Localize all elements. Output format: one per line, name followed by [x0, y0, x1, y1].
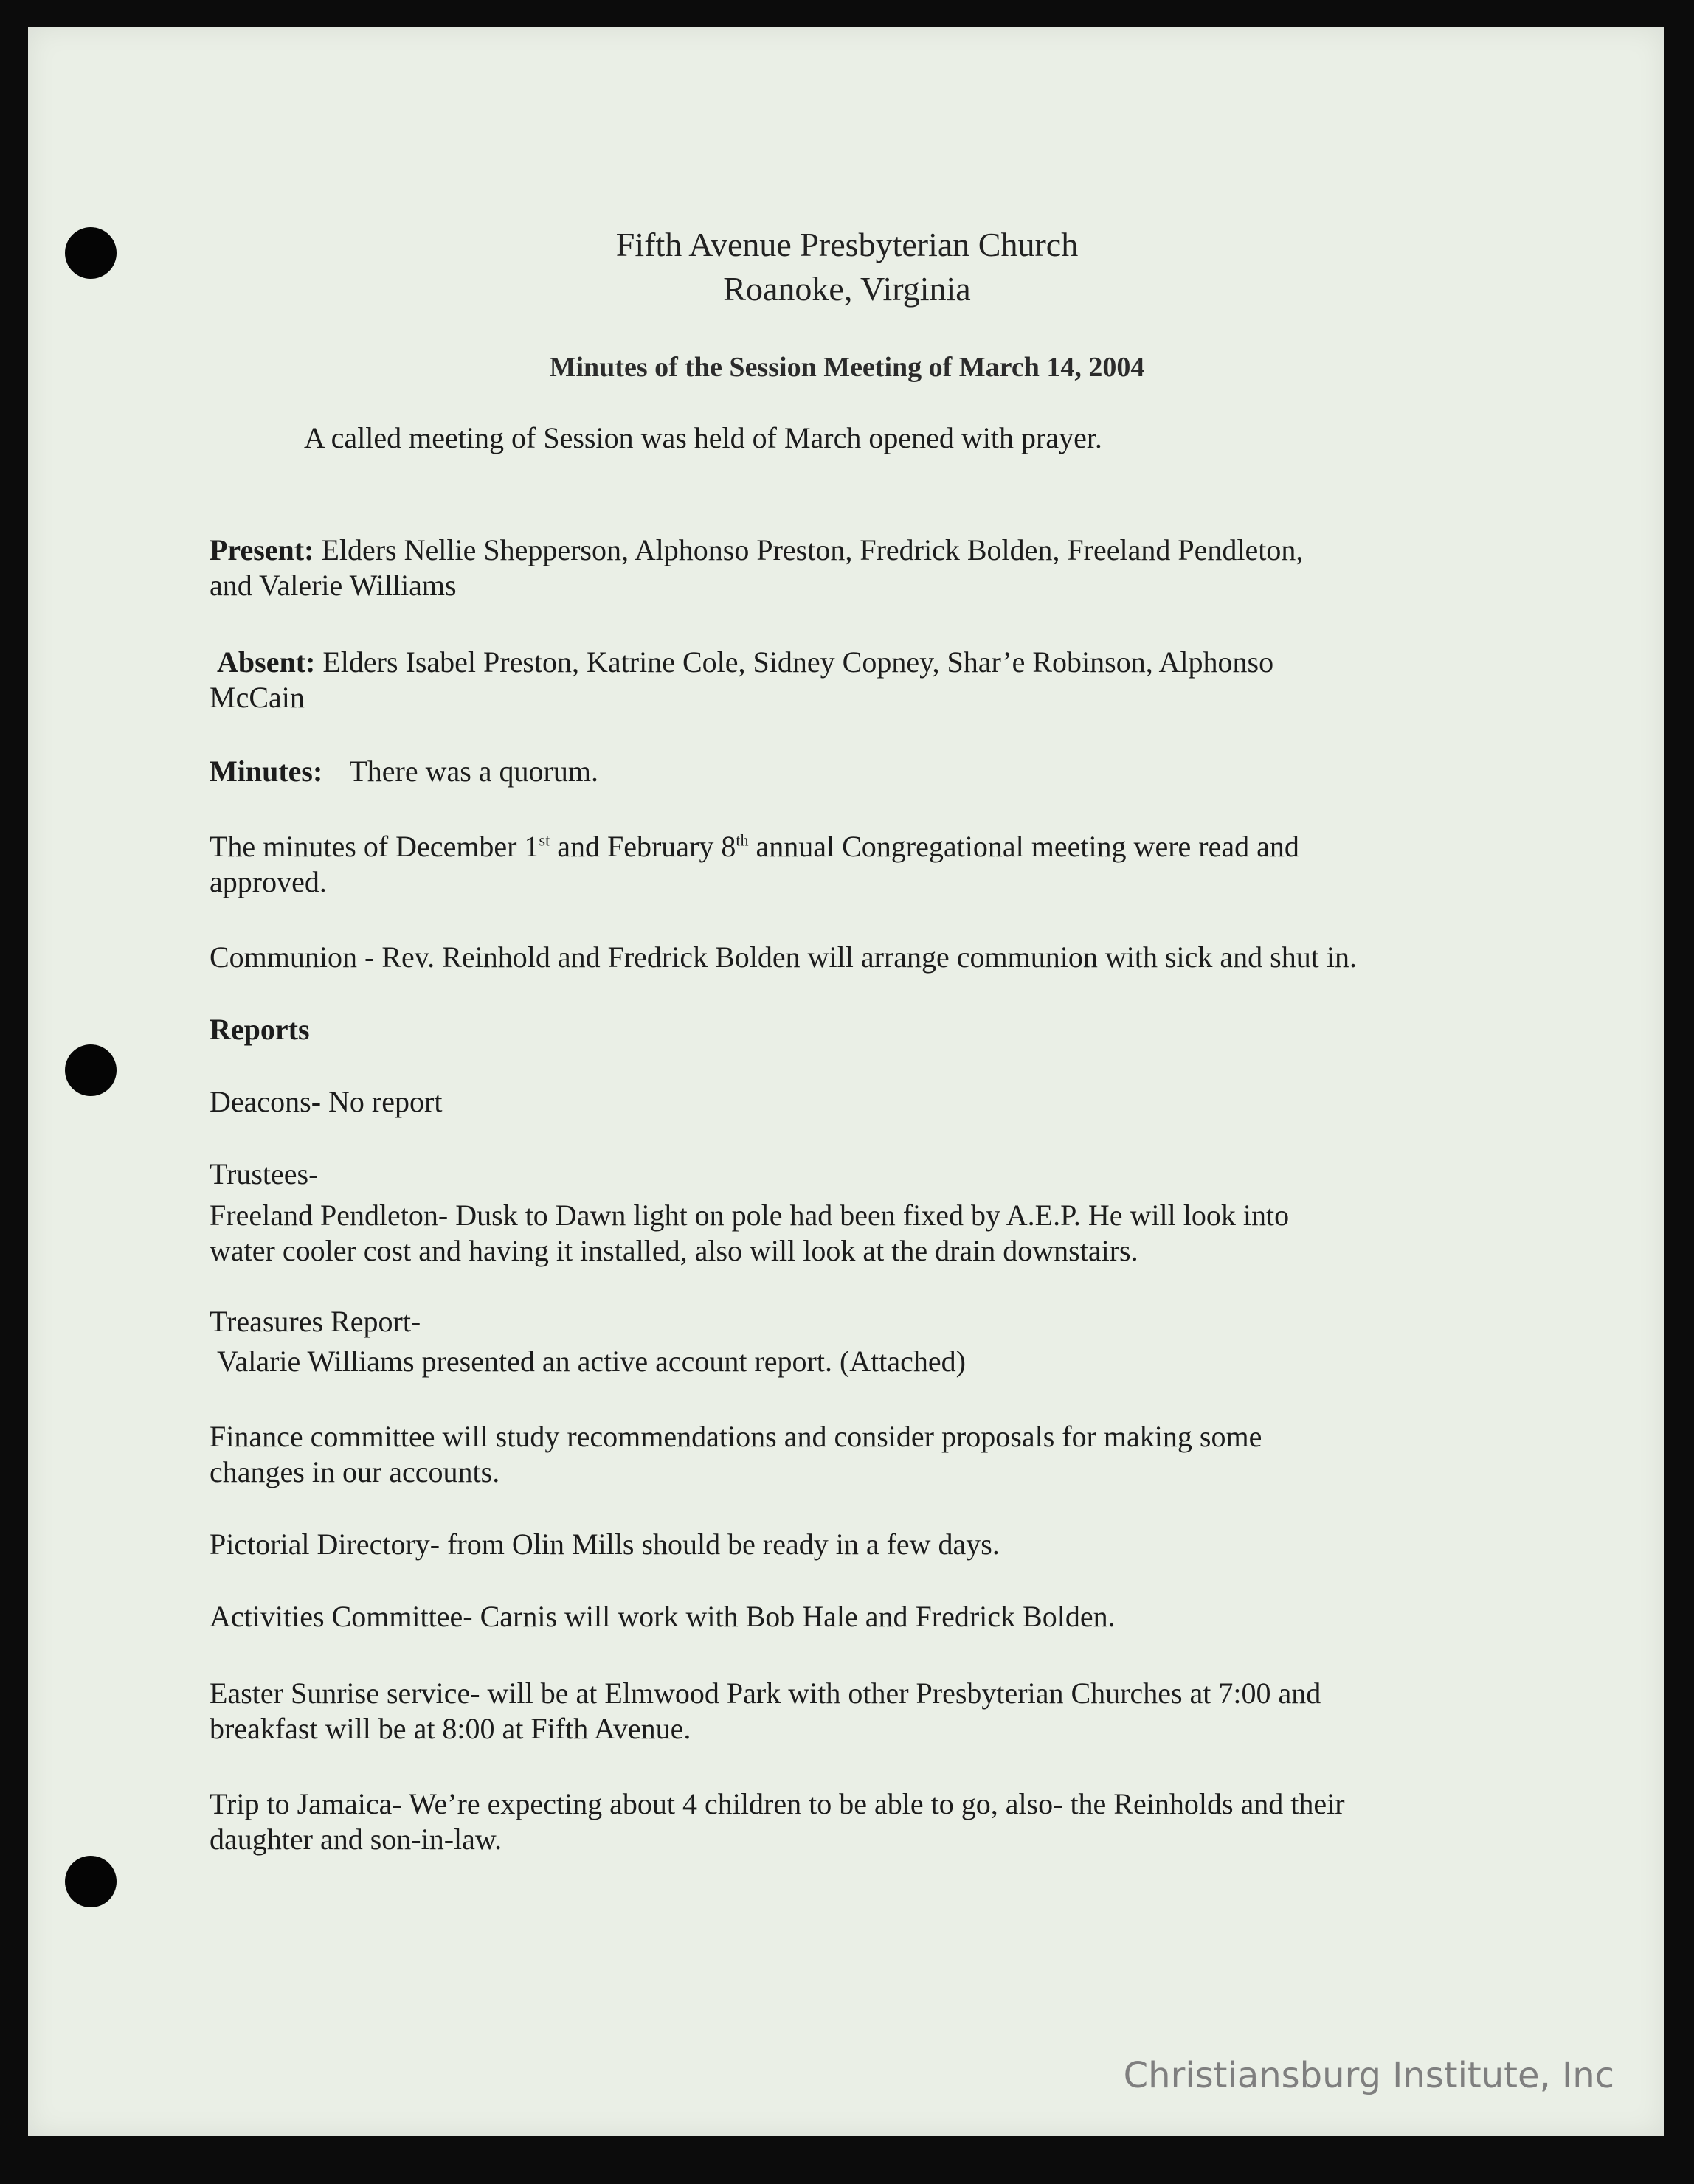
punch-hole-bottom [65, 1856, 117, 1907]
jamaica-line-1: Trip to Jamaica- We’re expecting about 4 children to be able to go, also- the Reinholds and their [210, 1787, 1345, 1820]
treasures-line: Valarie Williams presented an active account report. (Attached) [217, 1345, 966, 1378]
reports-heading: Reports [210, 1013, 310, 1046]
absent-label: Absent: [217, 645, 316, 679]
watermark: Christiansburg Institute, Inc [1123, 2055, 1614, 2096]
minutes-approval-line-2: approved. [210, 865, 327, 898]
minutes-label: Minutes: [210, 755, 323, 788]
minutes-line [210, 754, 598, 789]
punch-hole-middle [65, 1044, 117, 1096]
approval-text-1: The minutes of December 1 [210, 830, 539, 863]
absent-line-2: McCain [210, 681, 305, 714]
present-label: Present: [210, 533, 314, 566]
absent-names: Elders Isabel Preston, Katrine Cole, Sidney Copney, Shar’e Robinson, Alphonso [322, 645, 1274, 679]
trustees-line-1: Freeland Pendleton- Dusk to Dawn light on pole had been fixed by A.E.P. He will look into [210, 1199, 1290, 1232]
activities-committee: Activities Committee- Carnis will work with Bob Hale and Fredrick Bolden. [210, 1600, 1116, 1633]
finance-line-2: changes in our accounts. [210, 1455, 500, 1488]
document-title: Minutes of the Session Meeting of March 14, 2004 [549, 352, 1145, 383]
communion-paragraph: Communion - Rev. Reinhold and Fredrick Bolden will arrange communion with sick and shut in. [210, 940, 1357, 974]
approval-sup-1: st [539, 831, 550, 850]
trustees-label: Trustees- [210, 1157, 319, 1190]
approval-sup-2: th [736, 831, 749, 850]
intro-paragraph: A called meeting of Session was held of March opened with prayer. [304, 421, 1102, 454]
treasures-label: Treasures Report- [210, 1305, 421, 1338]
easter-line-1: Easter Sunrise service- will be at Elmwood Park with other Presbyterian Churches at 7:00 and [210, 1677, 1321, 1710]
present-names: Elders Nellie Shepperson, Alphonso Preston, Fredrick Bolden, Freeland Pendleton, [321, 533, 1304, 566]
church-name: Fifth Avenue Presbyterian Church [615, 226, 1079, 263]
deacons-report: Deacons- No report [210, 1085, 443, 1118]
finance-line-1: Finance committee will study recommendations and consider proposals for making some [210, 1420, 1262, 1453]
present-line-1 [210, 533, 1303, 568]
jamaica-line-2: daughter and son-in-law. [210, 1823, 502, 1856]
absent-line-1 [217, 645, 1273, 680]
approval-text-3: annual Congregational meeting were read and [748, 830, 1299, 863]
church-location: Roanoke, Virginia [723, 270, 971, 308]
easter-line-2: breakfast will be at 8:00 at Fifth Avenue. [210, 1712, 691, 1745]
present-line-2: and Valerie Williams [210, 569, 457, 602]
approval-text-2: and February 8 [550, 830, 736, 863]
minutes-approval-line-1 [210, 829, 1299, 864]
pictorial-directory: Pictorial Directory- from Olin Mills should be ready in a few days. [210, 1528, 1000, 1561]
minutes-quorum: There was a quorum. [349, 755, 598, 788]
trustees-line-2: water cooler cost and having it installed, also will look at the drain downstairs. [210, 1234, 1138, 1267]
